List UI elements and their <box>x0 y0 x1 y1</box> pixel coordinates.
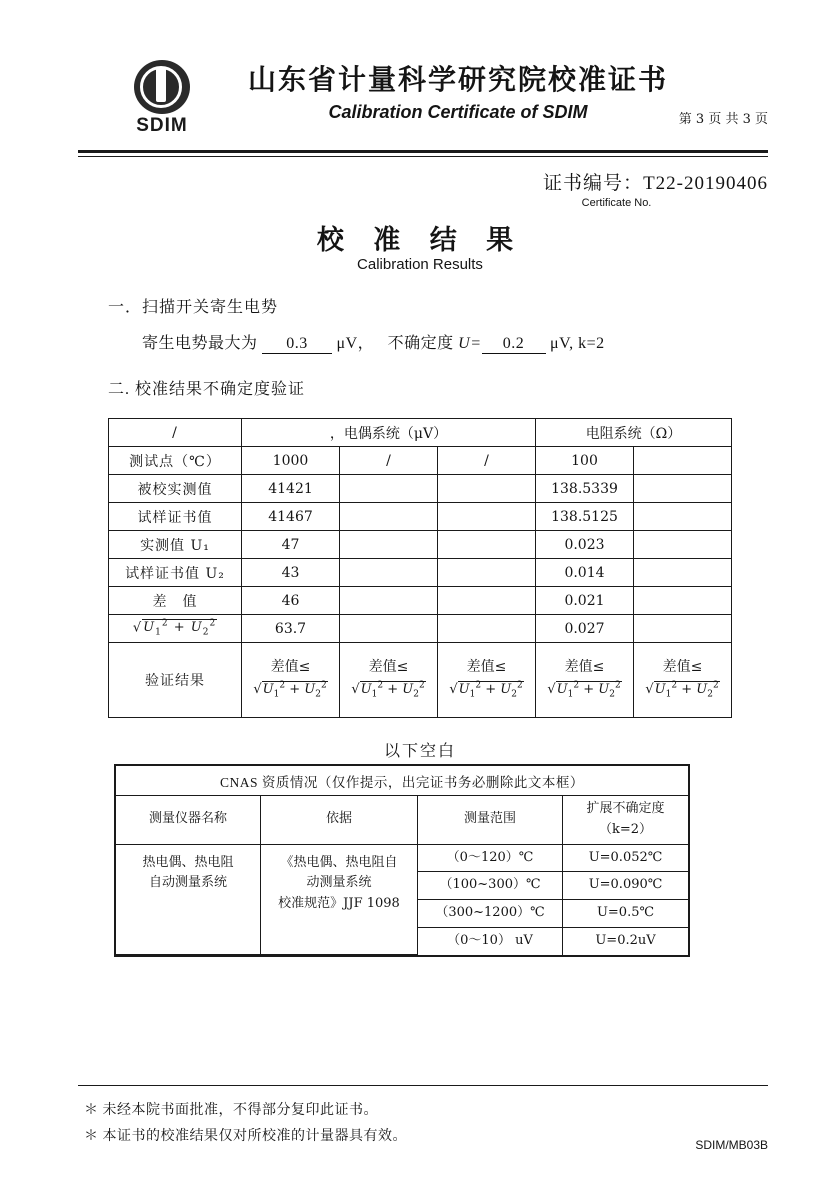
verify-cell: 差值≤ $√U_1^2 + U_2^2$ <box>634 643 732 718</box>
table-row <box>109 447 732 475</box>
cell <box>634 475 732 503</box>
section-title-en: Calibration Results <box>357 256 483 273</box>
item1-value2: 0.2 <box>482 335 546 354</box>
cnas-header-basis: 依据 <box>261 796 418 845</box>
certificate-number-label: 证书编号： <box>543 173 644 194</box>
cnas-header-range: 测量范围 <box>418 796 563 845</box>
cell: 43 <box>242 559 340 587</box>
table-row-header <box>116 796 688 845</box>
header-rule-thin <box>78 156 768 157</box>
certificate-number-label-en: Certificate No. <box>581 197 652 209</box>
cnas-basis-line3: 校准规范》JJF 1098 <box>278 896 400 912</box>
verify-cell: 差值≤ $√U_1^2 + U_2^2$ <box>438 643 536 718</box>
cnas-uncertainty: U=0.090℃ <box>563 872 689 900</box>
item1-value1: 0.3 <box>262 335 332 354</box>
row-label: 被校实测值 <box>109 475 242 503</box>
row-label: 试样证书值 U₂ <box>109 559 242 587</box>
cell <box>438 475 536 503</box>
header-resistance: 电阻系统（Ω） <box>536 419 732 447</box>
page-title-en: Calibration Certificate of SDIM <box>328 102 588 122</box>
cell: 0.023 <box>536 531 634 559</box>
logo-text: SDIM <box>136 115 188 136</box>
verify-top: 差值≤ <box>368 659 409 676</box>
sdim-logo <box>118 60 206 136</box>
cell <box>340 531 438 559</box>
item1-u-label: U= <box>458 335 482 352</box>
item1-heading: 一．扫描开关寄生电势 <box>108 299 279 316</box>
header-thermocouple: ，电偶系统（μV） <box>242 419 536 447</box>
cnas-range: （100~300）℃ <box>418 872 563 900</box>
row-label: 差 值 <box>109 587 242 615</box>
verify-cell: 差值≤ $√U_1^2 + U_2^2$ <box>536 643 634 718</box>
cell <box>634 615 732 643</box>
cell <box>634 503 732 531</box>
footer-notes <box>84 1098 407 1150</box>
cnas-header-uncertainty-line1: 扩展不确定度 <box>586 801 665 816</box>
cnas-title: CNAS 资质情况（仅作提示，出完证书务必删除此文本框） <box>220 775 584 790</box>
cell <box>340 503 438 531</box>
cell <box>438 559 536 587</box>
table-row-verify <box>109 643 732 718</box>
logo-mark-icon <box>134 60 190 114</box>
item1-prefix: 寄生电势最大为 <box>142 335 258 352</box>
cell <box>634 447 732 475</box>
header-rule-thick <box>78 150 768 153</box>
cnas-instrument-line2: 自动测量系统 <box>148 875 227 891</box>
cell <box>340 587 438 615</box>
section-title-cn: 校 准 结 果 <box>316 225 524 256</box>
footer-form-code: SDIM/MB03B <box>695 1138 768 1152</box>
table-row <box>116 844 688 872</box>
cnas-basis-line2: 动测量系统 <box>306 875 372 891</box>
cnas-textbox <box>114 764 690 957</box>
cell: 41467 <box>242 503 340 531</box>
certificate-number-line <box>543 168 768 195</box>
cnas-range: （0～10） uV <box>418 927 563 954</box>
cell <box>438 503 536 531</box>
cnas-uncertainty: U=0.2uV <box>563 927 689 954</box>
cell <box>634 531 732 559</box>
table-row <box>109 615 732 643</box>
cell <box>438 615 536 643</box>
cell: 47 <box>242 531 340 559</box>
cell: 0.021 <box>536 587 634 615</box>
cnas-table <box>116 795 688 955</box>
row-label: 试样证书值 <box>109 503 242 531</box>
cnas-header-uncertainty <box>563 796 689 845</box>
cell <box>438 587 536 615</box>
cell <box>340 615 438 643</box>
cnas-uncertainty: U=0.052℃ <box>563 844 689 872</box>
table-row <box>109 587 732 615</box>
footer-note-2: ＊ 本证书的校准结果仅对所校准的计量器具有效。 <box>84 1128 407 1144</box>
item1-unit1: μV， <box>336 335 375 352</box>
verify-label: 验证结果 <box>109 643 242 718</box>
row-label-sqrt: $√U_1^2 + U_2^2$ <box>109 615 242 643</box>
verify-cell: 差值≤ $√U_1^2 + U_2^2$ <box>340 643 438 718</box>
verify-top: 差值≤ <box>662 659 703 676</box>
cnas-header-uncertainty-line2: （k=2） <box>598 821 653 837</box>
cell: 63.7 <box>242 615 340 643</box>
verify-cell: 差值≤ $√U_1^2 + U_2^2$ <box>242 643 340 718</box>
cell: / <box>438 447 536 475</box>
cnas-basis-line1: 《热电偶、热电阻自 <box>280 854 398 870</box>
cnas-basis <box>261 844 418 955</box>
item1-measurement-line <box>142 330 605 354</box>
row-label: 测试点（℃） <box>109 447 242 475</box>
cell: 46 <box>242 587 340 615</box>
cell: 138.5125 <box>536 503 634 531</box>
footer-note-1: ＊ 未经本院书面批准，不得部分复印此证书。 <box>84 1103 378 1118</box>
certificate-number-value: T22-20190406 <box>643 173 768 194</box>
page-count: 第 3 页 共 3 页 <box>678 112 768 127</box>
cell: 41421 <box>242 475 340 503</box>
cnas-header-instrument: 测量仪器名称 <box>116 796 261 845</box>
footer-rule <box>78 1085 768 1086</box>
item1-mid: 不确定度 <box>387 335 454 352</box>
item1-unit2: μV, k=2 <box>550 335 605 352</box>
cnas-instrument <box>116 844 261 955</box>
certificate-number-block <box>543 168 768 209</box>
cell <box>634 559 732 587</box>
item2-heading: 二. 校准结果不确定度验证 <box>108 381 306 398</box>
verification-table <box>108 418 732 718</box>
table-row-header <box>109 419 732 447</box>
cell: 0.027 <box>536 615 634 643</box>
blank-note: 以下空白 <box>383 743 456 760</box>
table-row <box>109 531 732 559</box>
cell: 0.014 <box>536 559 634 587</box>
verify-top: 差值≤ <box>564 659 605 676</box>
header-slash: / <box>109 419 242 447</box>
cnas-uncertainty: U=0.5℃ <box>563 900 689 928</box>
cell: 1000 <box>242 447 340 475</box>
verify-top: 差值≤ <box>466 659 507 676</box>
cell: / <box>340 447 438 475</box>
table-row <box>109 475 732 503</box>
cnas-range: （300~1200）℃ <box>418 900 563 928</box>
cell <box>340 475 438 503</box>
cnas-instrument-line1: 热电偶、热电阻 <box>142 854 234 870</box>
cell: 100 <box>536 447 634 475</box>
page-header <box>78 58 768 144</box>
verify-top: 差值≤ <box>270 659 311 676</box>
cnas-range: （0～120）℃ <box>418 844 563 872</box>
table-row <box>109 503 732 531</box>
table-row <box>109 559 732 587</box>
row-label: 实测值 U₁ <box>109 531 242 559</box>
cell <box>634 587 732 615</box>
page-title-cn: 山东省计量科学研究院校准证书 <box>247 63 668 96</box>
cell <box>438 531 536 559</box>
cell: 138.5339 <box>536 475 634 503</box>
cell <box>340 559 438 587</box>
